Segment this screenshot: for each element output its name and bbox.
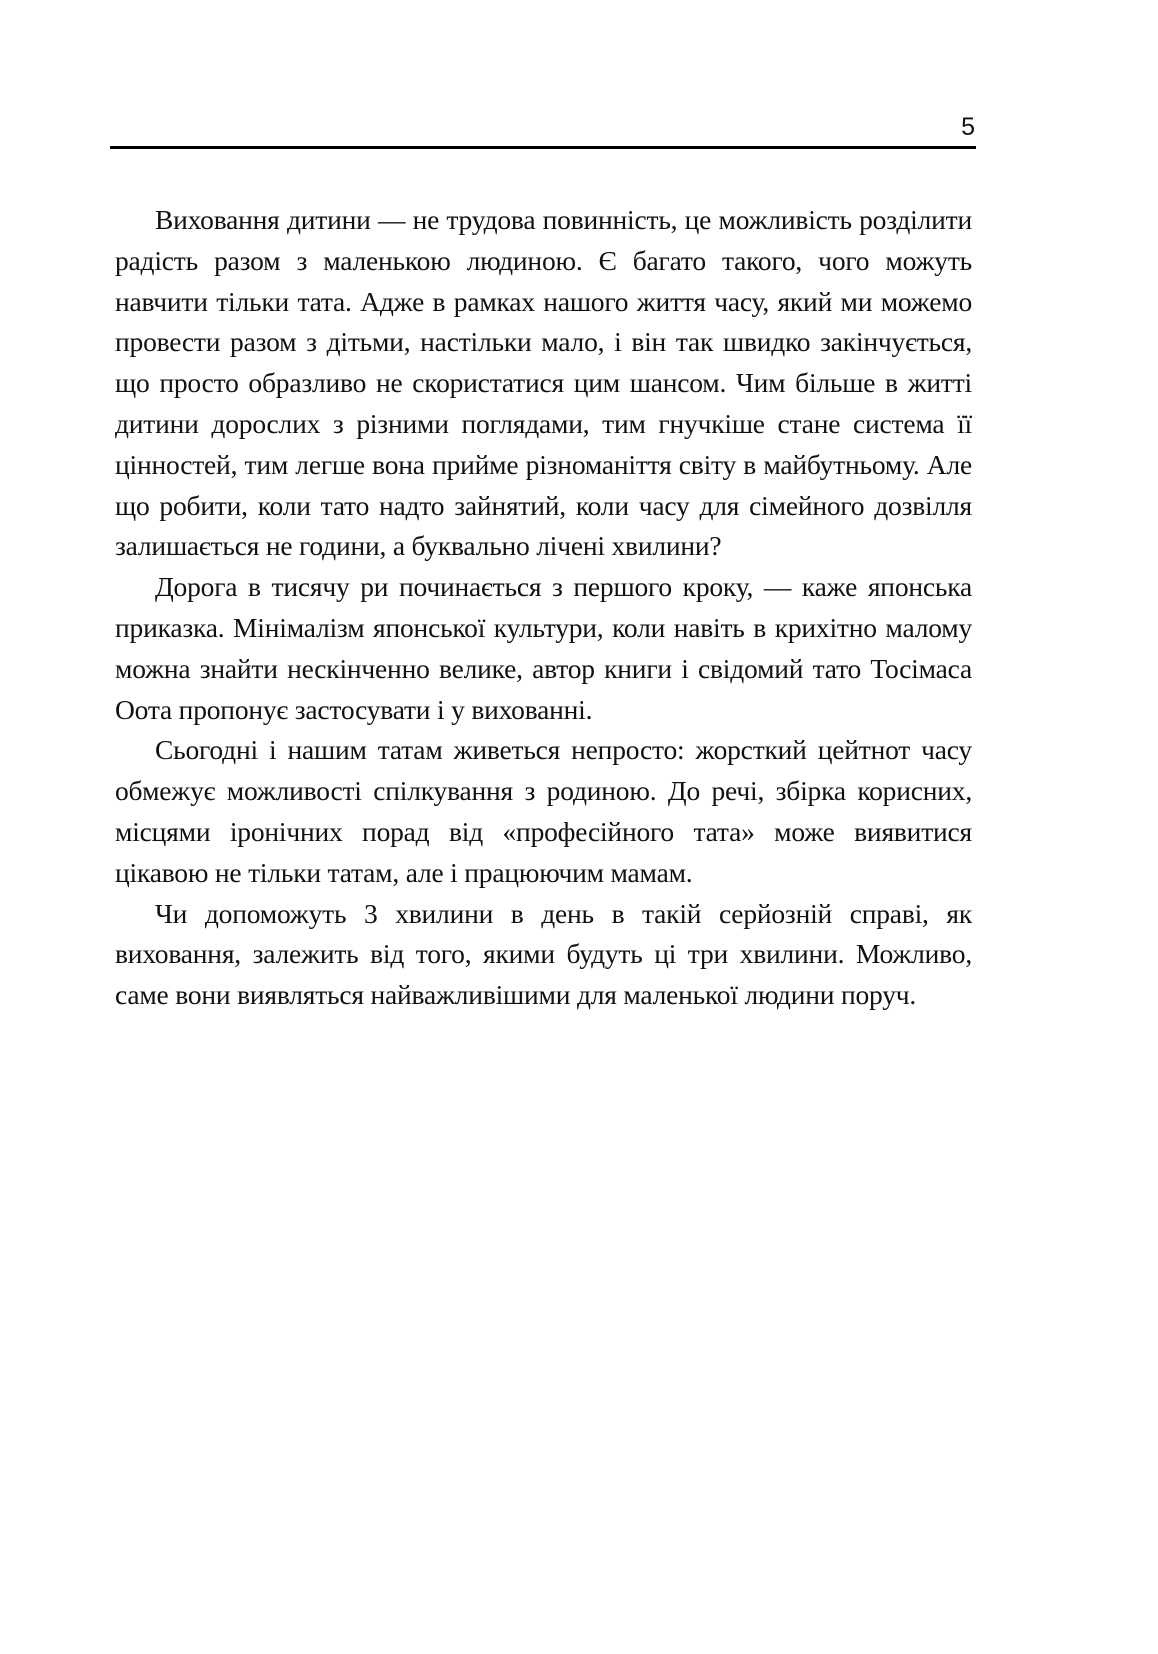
body-text xyxy=(115,200,972,1016)
header-divider xyxy=(110,146,976,149)
page-number: 5 xyxy=(961,113,975,141)
paragraph: Чи допоможуть 3 хвилини в день в такій серйозній справі, як виховання, залежить від того, якими будуть ці три хвилини. Можливо, саме вони виявляться найважливішими для маленької людини поруч. xyxy=(115,897,972,1011)
paragraph: Дорога в тисячу ри починається з першого кроку, — каже японська приказка. Мінімалізм японської культури, коли навіть в крихітно малому можна знайти нескінченно велике, автор книги і свідомий тато Тосімаса Оота пропонує застосувати і у вихованні. xyxy=(115,571,972,725)
paragraph: Сьогодні і нашим татам живеться непросто: жорсткий цейтнот часу обмежує можливості спілкування з родиною. До речі, збірка корисних, місцями іронічних порад від «професійного тата» може виявитися цікавою не тільки татам, але і працюючим мамам. xyxy=(115,734,972,888)
paragraph: Виховання дитини — не трудова повинність, це можливість розділити радість разом з маленькою людиною. Є багато такого, чого можуть навчити тільки тата. Адже в рамках нашого життя часу, який ми можемо провести разом з дітьми, настільки мало, і він так швидко закінчується, що просто образливо не скористатися цим шансом. Чим більше в житті дитини дорослих з різними поглядами, тим гнучкіше стане система її цінностей, тим легше вона прийме різноманіття світу в майбутньому. Але що робити, коли тато надто зайнятий, коли часу для сімейного дозвілля залишається не години, а буквально лічені хвилини? xyxy=(115,204,972,562)
